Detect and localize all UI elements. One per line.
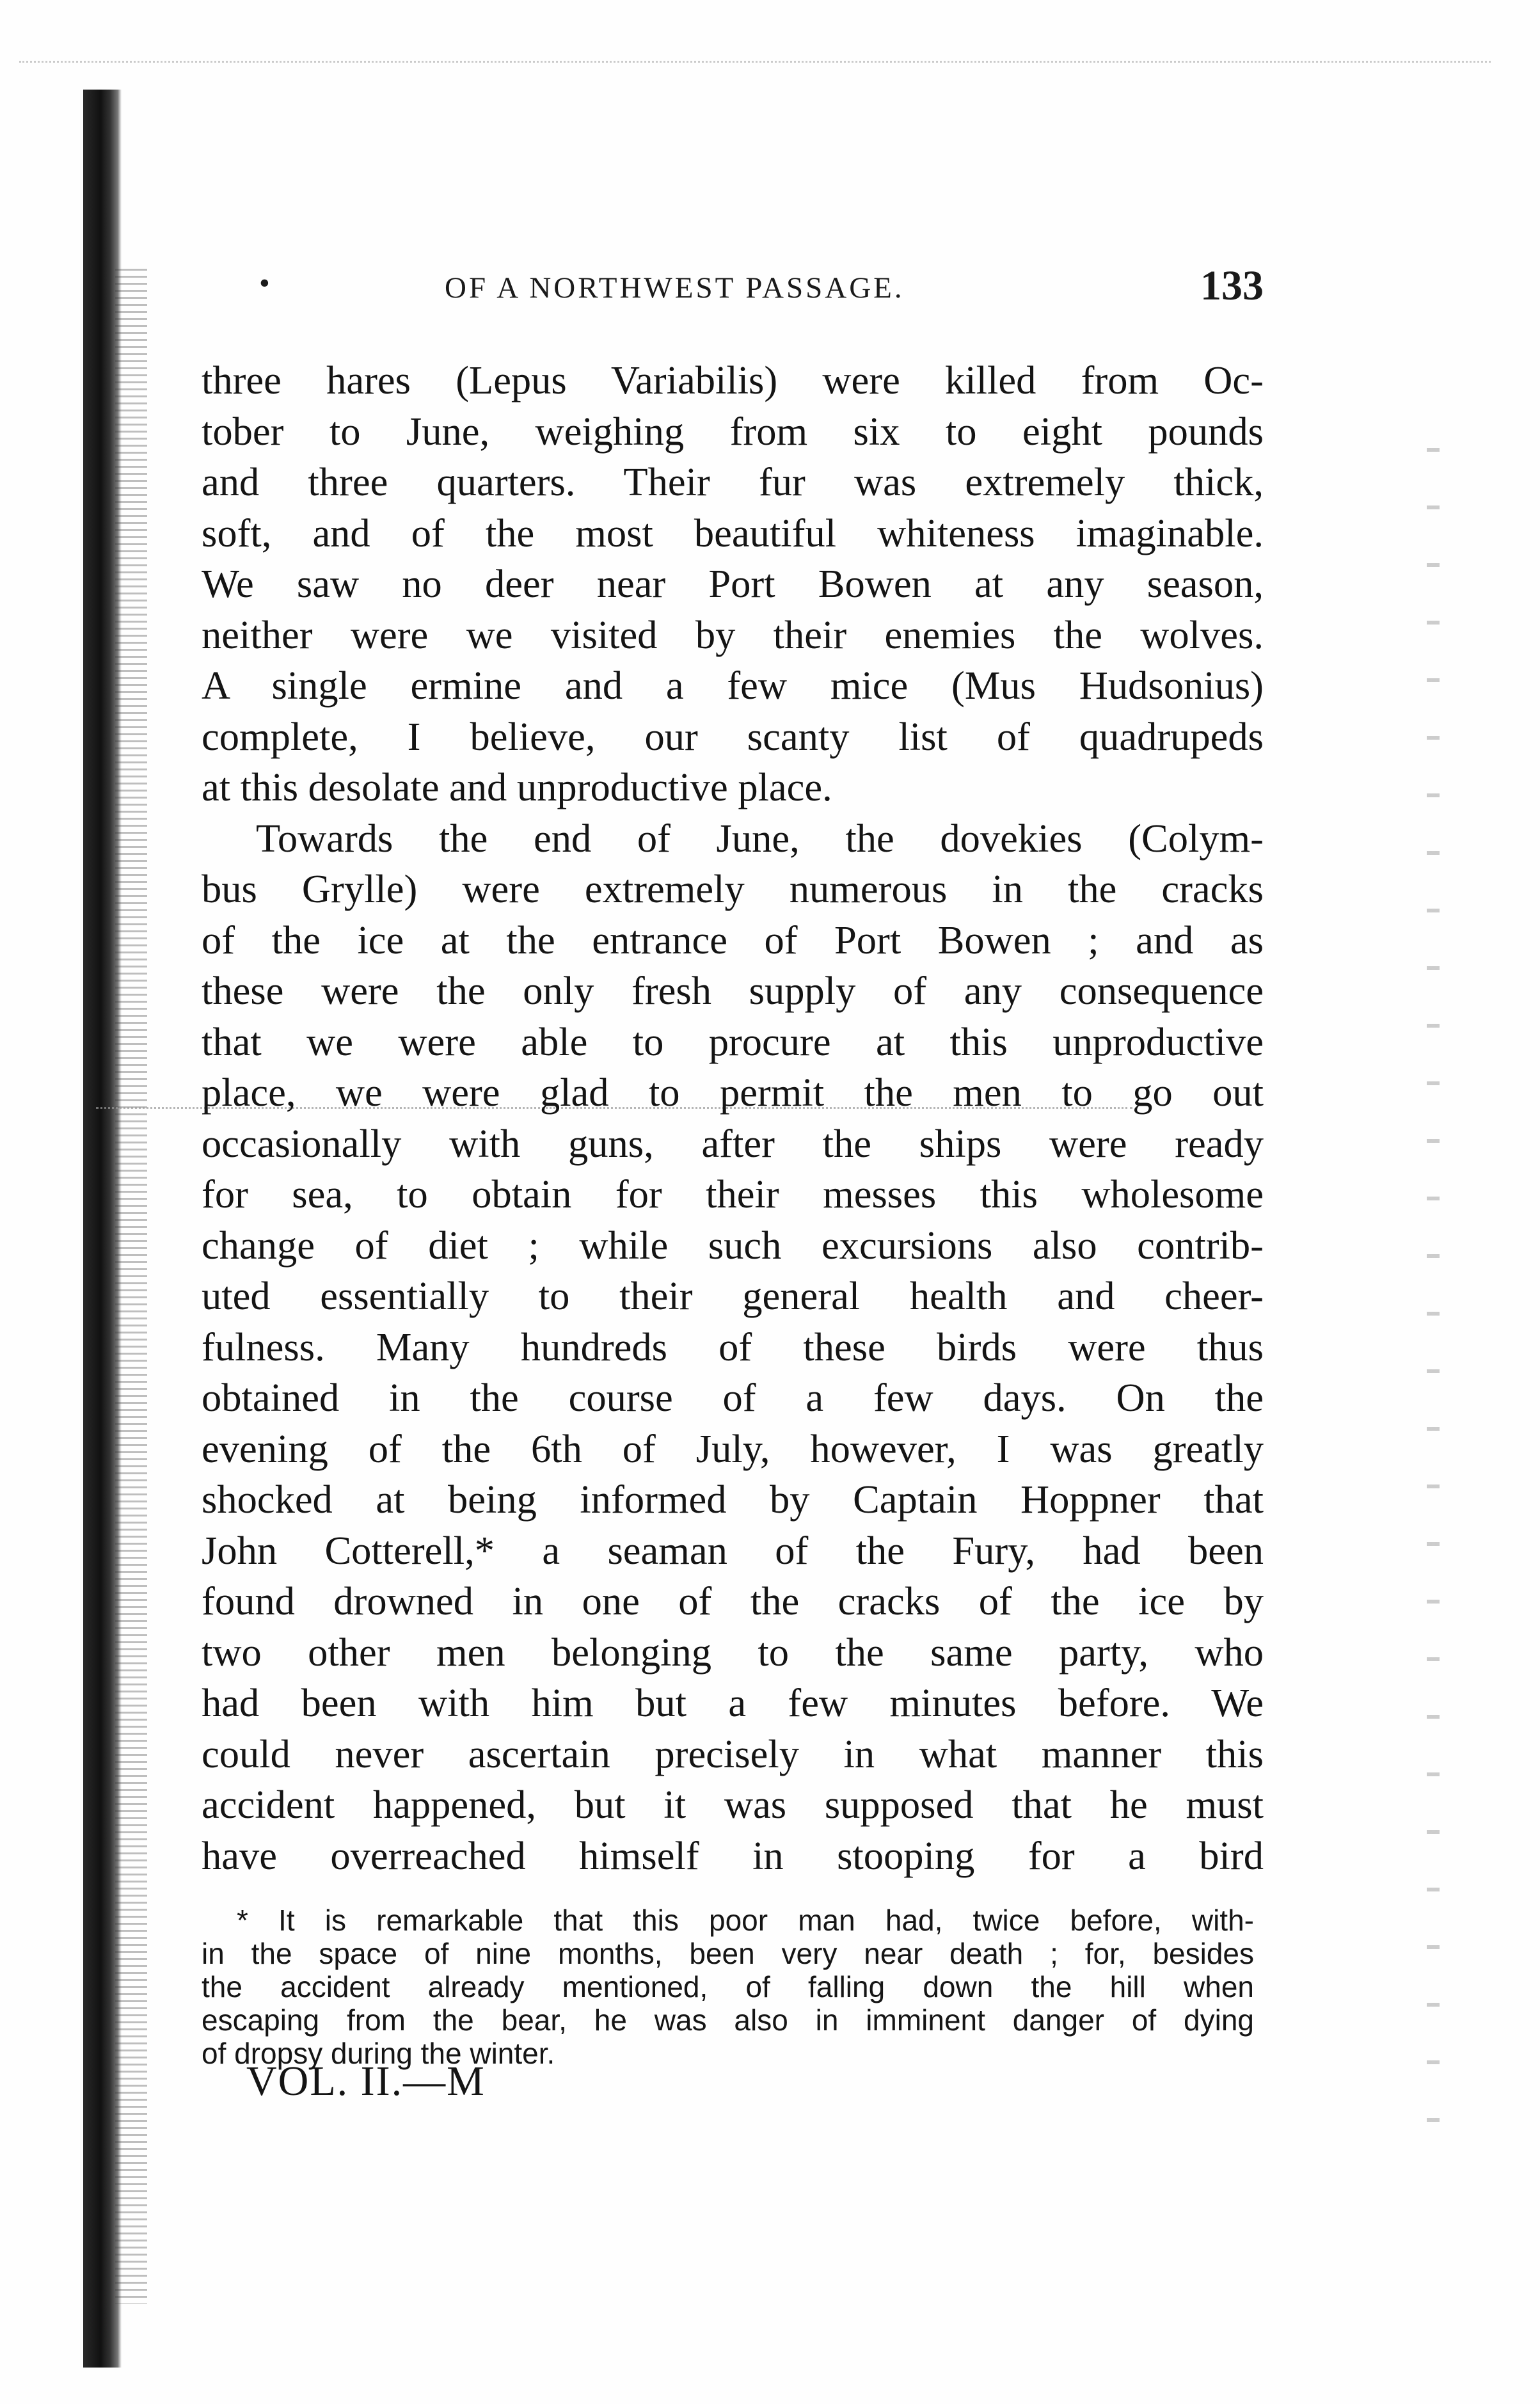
text-line: complete, I believe, our scanty list of quadrupeds <box>202 713 1264 759</box>
text-line: We saw no deer near Port Bowen at any season, <box>202 561 1264 606</box>
footnote <box>202 1904 1254 2070</box>
text-line: Towards the end of June, the dovekies (Colym- <box>256 815 1264 861</box>
text-line: uted essentially to their general health and cheer- <box>202 1273 1264 1318</box>
text-line: John Cotterell,* a seaman of the Fury, had been <box>202 1527 1264 1573</box>
text-line: change of diet ; while such excursions also contrib- <box>202 1222 1264 1268</box>
text-line: soft, and of the most beautiful whiteness imaginable. <box>202 510 1264 555</box>
text-line: A single ermine and a few mice (Mus Hudsonius) <box>202 663 1264 708</box>
footnote-line: * It is remarkable that this poor man had, twice before, with- <box>237 1904 1254 1937</box>
text-line: shocked at being informed by Captain Hoppner that <box>202 1477 1264 1522</box>
text-line: obtained in the course of a few days. On the <box>202 1375 1264 1420</box>
text-line: had been with him but a few minutes before. We <box>202 1680 1264 1725</box>
running-head: OF A NORTHWEST PASSAGE. <box>445 271 905 305</box>
text-line: that we were able to procure at this unproductive <box>202 1019 1264 1064</box>
footnote-line: of dropsy during the winter. <box>202 2037 555 2070</box>
footnote-line: in the space of nine months, been very near death ; for, besides <box>202 1937 1254 1970</box>
header-bullet: • <box>259 266 270 300</box>
text-line: these were the only fresh supply of any consequence <box>202 968 1264 1013</box>
scan-right-marks <box>1427 448 1440 2176</box>
footnote-line: escaping from the bear, he was also in imminent danger of dying <box>202 2003 1254 2037</box>
binding-speckle <box>115 269 147 2304</box>
page-header <box>202 253 1276 330</box>
signature-mark: VOL. II.—M <box>246 2058 486 2105</box>
text-line: of the ice at the entrance of Port Bowen ; and as <box>202 917 1264 962</box>
text-line: tober to June, weighing from six to eight pounds <box>202 408 1264 454</box>
text-line: occasionally with guns, after the ships were ready <box>202 1120 1264 1166</box>
body-text <box>202 355 1264 1881</box>
text-line: accident happened, but it was supposed that he must <box>202 1782 1264 1827</box>
text-line: have overreached himself in stooping for a bird <box>202 1833 1264 1878</box>
text-line: two other men belonging to the same party, who <box>202 1629 1264 1675</box>
footnote-line: the accident already mentioned, of falling down the hill when <box>202 1970 1254 2003</box>
text-line: at this desolate and unproductive place. <box>202 765 832 809</box>
text-line: bus Grylle) were extremely numerous in the cracks <box>202 866 1264 911</box>
text-line: could never ascertain precisely in what manner this <box>202 1731 1264 1776</box>
text-line: fulness. Many hundreds of these birds were thus <box>202 1324 1264 1369</box>
page-number: 133 <box>1200 262 1264 309</box>
text-line: evening of the 6th of July, however, I was greatly <box>202 1426 1264 1471</box>
text-line: place, we were glad to permit the men to go out <box>202 1070 1264 1115</box>
text-line: for sea, to obtain for their messes this wholesome <box>202 1172 1264 1216</box>
scan-top-edge <box>19 61 1491 63</box>
text-line: three hares (Lepus Variabilis) were killed from Oc- <box>202 358 1264 402</box>
text-line: neither were we visited by their enemies the wolves. <box>202 612 1264 657</box>
text-line: and three quarters. Their fur was extremely thick, <box>202 459 1264 504</box>
text-line: found drowned in one of the cracks of the ice by <box>202 1579 1264 1623</box>
